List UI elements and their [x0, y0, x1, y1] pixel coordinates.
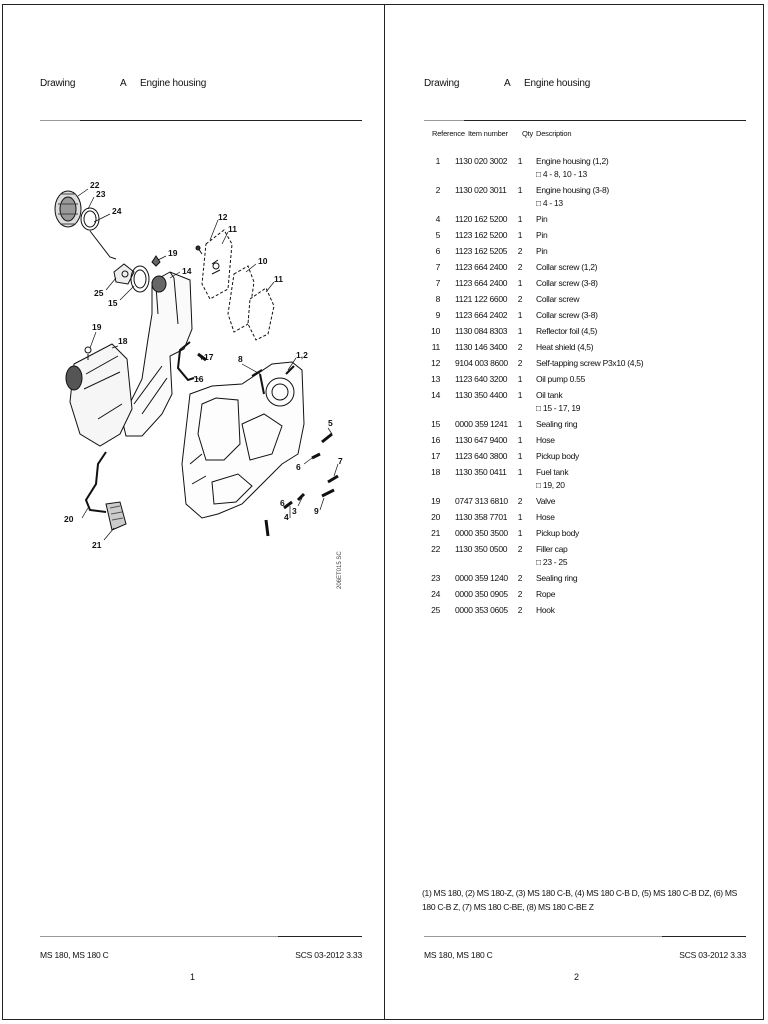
- qty-cell: 1: [517, 310, 523, 320]
- item-number-cell: 1123 664 2400: [455, 262, 508, 272]
- page-number: 2: [574, 972, 580, 982]
- callout: 14: [182, 266, 192, 276]
- callout: 16: [194, 374, 204, 384]
- callout: 25: [94, 288, 104, 298]
- side-code: 206ET015 SC: [337, 551, 343, 589]
- footer-code: SCS 03-2012 3.33: [295, 950, 362, 960]
- table-row: [386, 573, 766, 585]
- left-page: [2, 4, 384, 1020]
- callout: 19: [168, 248, 178, 258]
- description-cell: Pickup body: [536, 528, 580, 538]
- callout: 4: [284, 512, 289, 522]
- qty-cell: 1: [517, 512, 523, 522]
- heat-shield-drawing: [196, 230, 274, 340]
- ref-cell: 18: [431, 467, 440, 477]
- callout: 5: [328, 418, 333, 428]
- engine-housing-drawing: [182, 362, 304, 518]
- description-cell: Sealing ring: [536, 573, 578, 583]
- footer-rule-right: [278, 936, 362, 937]
- ref-cell: 6: [435, 246, 440, 256]
- description-cell: Sealing ring: [536, 419, 578, 429]
- callout: 1,2: [296, 350, 308, 360]
- description-cell: Collar screw (1,2): [536, 262, 598, 272]
- ref-cell: 19: [431, 496, 440, 506]
- sub-reference: □ 23 - 25: [536, 557, 568, 567]
- description-cell: Engine housing (1,2): [536, 156, 609, 166]
- table-row: [386, 451, 766, 463]
- item-number-cell: 0000 353 0605: [455, 605, 508, 615]
- ref-cell: 22: [431, 544, 440, 554]
- item-number-cell: 1123 640 3800: [455, 451, 508, 461]
- qty-cell: 2: [517, 496, 523, 506]
- description-cell: Hose: [536, 435, 555, 445]
- qty-cell: 2: [517, 544, 523, 554]
- qty-cell: 2: [517, 589, 523, 599]
- callout: 22: [90, 180, 100, 190]
- item-number-cell: 9104 003 8600: [455, 358, 508, 368]
- description-cell: Pin: [536, 214, 548, 224]
- drawing-letter: A: [120, 78, 127, 89]
- oil-tank-drawing: [122, 272, 192, 436]
- ref-cell: 20: [431, 512, 440, 522]
- callout: 10: [258, 256, 268, 266]
- table-row: [386, 326, 766, 338]
- callout: 8: [238, 354, 243, 364]
- callout: 11: [274, 274, 283, 284]
- ref-cell: 9: [435, 310, 440, 320]
- ref-cell: 17: [431, 451, 440, 461]
- description-cell: Pickup body: [536, 451, 580, 461]
- callout: 6: [296, 462, 301, 472]
- callout: 24: [112, 206, 122, 216]
- ref-cell: 25: [431, 605, 440, 615]
- callout: 7: [338, 456, 343, 466]
- qty-cell: 2: [517, 246, 523, 256]
- item-number-cell: 1121 122 6600: [455, 294, 508, 304]
- qty-cell: 1: [517, 390, 523, 400]
- item-number-cell: 0000 359 1241: [455, 419, 508, 429]
- ref-cell: 10: [431, 326, 440, 336]
- callout: 17: [204, 352, 214, 362]
- right-page: [386, 4, 768, 1020]
- table-row: [386, 185, 766, 197]
- qty-cell: 1: [517, 214, 523, 224]
- qty-cell: 1: [517, 467, 523, 477]
- page-number: 1: [190, 972, 196, 982]
- description-cell: Collar screw (3-8): [536, 278, 598, 288]
- description-cell: Heat shield (4,5): [536, 342, 594, 352]
- qty-cell: 2: [517, 342, 523, 352]
- table-row: [386, 230, 766, 242]
- qty-cell: 1: [517, 374, 523, 384]
- table-row: [386, 310, 766, 322]
- description-cell: Reflector foil (4,5): [536, 326, 598, 336]
- qty-cell: 2: [517, 573, 523, 583]
- model-legend: (1) MS 180, (2) MS 180-Z, (3) MS 180 C-B, (4) MS 180 C-B D, (5) MS 180 C-B DZ, (6) MS 180 C-B Z, (7) MS 180 C-BE, (8) MS 180 C-BE Z: [422, 888, 738, 912]
- qty-cell: 2: [517, 605, 523, 615]
- table-row: [386, 435, 766, 447]
- callout: 20: [64, 514, 74, 524]
- qty-cell: 2: [517, 262, 523, 272]
- item-number-cell: 1130 350 0500: [455, 544, 508, 554]
- description-cell: Pin: [536, 246, 548, 256]
- table-row: [386, 528, 766, 540]
- ref-cell: 21: [431, 528, 440, 538]
- qty-cell: 1: [517, 185, 523, 195]
- ref-cell: 4: [435, 214, 440, 224]
- item-number-cell: 1123 664 2402: [455, 310, 508, 320]
- table-row: [386, 512, 766, 524]
- description-cell: Filler cap: [536, 544, 568, 554]
- ref-cell: 13: [431, 374, 440, 384]
- item-number-cell: 1123 162 5200: [455, 230, 508, 240]
- qty-cell: 1: [517, 156, 523, 166]
- qty-cell: 1: [517, 278, 523, 288]
- item-number-cell: 1120 162 5200: [455, 214, 508, 224]
- ref-cell: 11: [431, 342, 440, 352]
- table-row: [386, 246, 766, 258]
- sub-reference: □ 4 - 13: [536, 198, 563, 208]
- item-number-cell: 1130 647 9400: [455, 435, 508, 445]
- description-cell: Collar screw (3-8): [536, 310, 598, 320]
- callout: 21: [92, 540, 102, 550]
- sub-reference: □ 15 - 17, 19: [536, 403, 581, 413]
- description-cell: Rope: [536, 589, 556, 599]
- header-rule: [80, 120, 362, 121]
- qty-cell: 1: [517, 326, 523, 336]
- ref-cell: 14: [431, 390, 440, 400]
- qty-cell: 2: [517, 294, 523, 304]
- callout: 18: [118, 336, 128, 346]
- sub-reference: □ 4 - 8, 10 - 13: [536, 169, 587, 179]
- description-cell: Oil tank: [536, 390, 563, 400]
- item-number-cell: 1130 084 8303: [455, 326, 508, 336]
- item-number-cell: 0747 313 6810: [455, 496, 508, 506]
- ref-cell: 16: [431, 435, 440, 445]
- table-row: [386, 419, 766, 431]
- drawing-letter: A: [504, 78, 511, 89]
- item-number-cell: 1130 020 3002: [455, 156, 508, 166]
- table-row: [386, 467, 766, 479]
- callout: 11: [228, 224, 237, 234]
- callout: 19: [92, 322, 102, 332]
- callout: 3: [292, 506, 297, 516]
- table-row: [386, 544, 766, 556]
- description-cell: Oil pump 0.55: [536, 374, 586, 384]
- item-number-cell: 0000 350 3500: [455, 528, 508, 538]
- col-header-description: Description: [536, 129, 572, 138]
- table-row: [386, 358, 766, 370]
- sub-reference: □ 19, 20: [536, 480, 565, 490]
- item-number-cell: 1130 350 0411: [455, 467, 507, 477]
- table-row: [386, 496, 766, 508]
- qty-cell: 1: [517, 435, 523, 445]
- ref-cell: 8: [435, 294, 440, 304]
- ref-cell: 2: [435, 185, 440, 195]
- table-row: [386, 390, 766, 402]
- callout: 15: [108, 298, 118, 308]
- qty-cell: 1: [517, 451, 523, 461]
- table-row: [386, 589, 766, 601]
- col-header-reference: Reference: [432, 129, 465, 138]
- ref-cell: 1: [435, 156, 440, 166]
- item-number-cell: 1130 358 7701: [455, 512, 508, 522]
- qty-cell: 2: [517, 358, 523, 368]
- table-row: [386, 374, 766, 386]
- table-row: [386, 342, 766, 354]
- col-header-qty: Qty: [522, 129, 534, 138]
- fuel-tank-drawing: [66, 344, 132, 446]
- header-rule-left: [424, 120, 464, 121]
- page-divider: [384, 4, 385, 1020]
- header-rule: [464, 120, 746, 121]
- table-row: [386, 262, 766, 274]
- section-title: Engine housing: [140, 78, 207, 89]
- ref-cell: 12: [431, 358, 440, 368]
- item-number-cell: 1123 640 3200: [455, 374, 508, 384]
- item-number-cell: 1130 020 3011: [455, 185, 507, 195]
- qty-cell: 1: [517, 419, 523, 429]
- footer-rule: [40, 936, 278, 937]
- header-rule-left: [40, 120, 80, 121]
- footer-model: MS 180, MS 180 C: [40, 950, 109, 960]
- footer-rule: [424, 936, 662, 937]
- ref-cell: 7: [435, 262, 440, 272]
- footer-model: MS 180, MS 180 C: [424, 950, 493, 960]
- ref-cell: 24: [431, 589, 440, 599]
- ref-cell: 7: [435, 278, 440, 288]
- item-number-cell: 1130 350 4400: [455, 390, 508, 400]
- description-cell: Hook: [536, 605, 555, 615]
- section-title: Engine housing: [524, 78, 591, 89]
- drawing-label: Drawing: [40, 78, 76, 89]
- footer-rule-right: [662, 936, 746, 937]
- drawing-label: Drawing: [424, 78, 460, 89]
- description-cell: Fuel tank: [536, 467, 569, 477]
- description-cell: Pin: [536, 230, 548, 240]
- ref-cell: 15: [431, 419, 440, 429]
- callout: 9: [314, 506, 319, 516]
- callout: 23: [96, 189, 106, 199]
- ref-cell: 23: [431, 573, 440, 583]
- table-row: [386, 605, 766, 617]
- description-cell: Valve: [536, 496, 556, 506]
- table-row: [386, 156, 766, 168]
- item-number-cell: 1123 664 2400: [455, 278, 508, 288]
- item-number-cell: 0000 350 0905: [455, 589, 508, 599]
- qty-cell: 1: [517, 230, 523, 240]
- item-number-cell: 1123 162 5205: [455, 246, 508, 256]
- exploded-parts-diagram: [2, 164, 384, 724]
- description-cell: Collar screw: [536, 294, 580, 304]
- table-row: [386, 294, 766, 306]
- description-cell: Engine housing (3-8): [536, 185, 609, 195]
- ref-cell: 5: [435, 230, 440, 240]
- table-row: [386, 214, 766, 226]
- callout: 12: [218, 212, 228, 222]
- footer-code: SCS 03-2012 3.33: [679, 950, 746, 960]
- filler-cap-drawing: [55, 191, 116, 259]
- qty-cell: 1: [517, 528, 523, 538]
- item-number-cell: 0000 359 1240: [455, 573, 508, 583]
- description-cell: Hose: [536, 512, 555, 522]
- col-header-item-number: Item number: [468, 129, 508, 138]
- item-number-cell: 1130 146 3400: [455, 342, 508, 352]
- description-cell: Self-tapping screw P3x10 (4,5): [536, 358, 644, 368]
- callout: 6: [280, 498, 285, 508]
- table-row: [386, 278, 766, 290]
